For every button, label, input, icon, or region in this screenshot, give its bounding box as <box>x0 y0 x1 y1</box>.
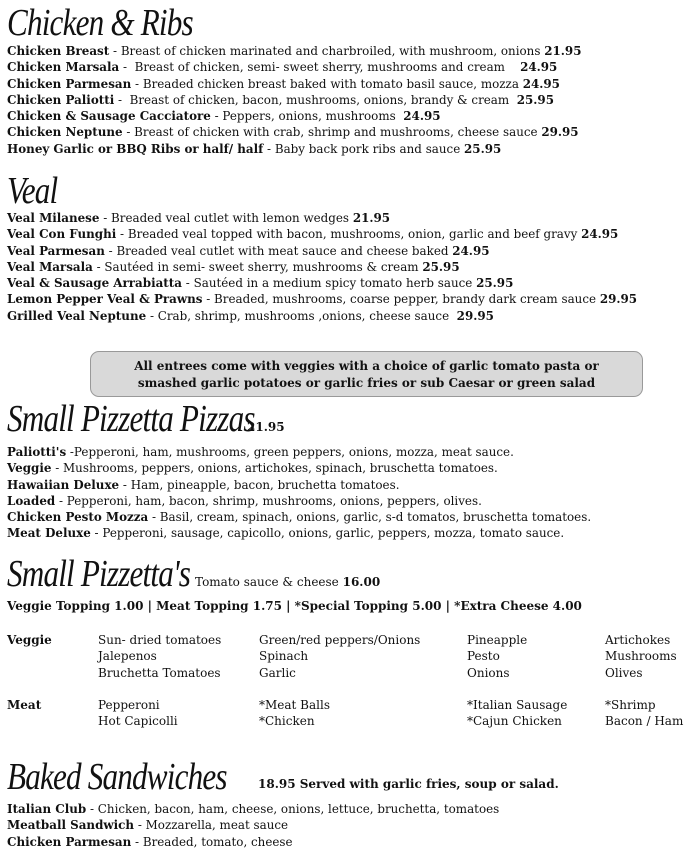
menu-item-name: Veal Marsala <box>7 259 93 274</box>
menu-item <box>7 59 690 75</box>
pizzettas-note-text: Tomato sauce & cheese <box>195 575 343 589</box>
meat-col-3 <box>467 697 567 730</box>
entree-sides-note <box>90 351 643 397</box>
menu-item <box>7 493 690 509</box>
topping-prices: Veggie Topping 1.00 | Meat Topping 1.75 | *Special Topping 5.00 | *Extra Cheese 4.00 <box>7 599 582 613</box>
menu-item-price: 25.95 <box>476 276 514 291</box>
topping-item: *Cajun Chicken <box>467 714 562 729</box>
menu-item-description: - Breaded, mushrooms, coarse pepper, brandy dark cream sauce <box>202 292 600 307</box>
menu-item-price: 29.95 <box>541 125 579 140</box>
section-title-pizzettas: Small Pizzetta's <box>7 553 191 595</box>
topping-item: *Meat Balls <box>259 698 330 712</box>
baked-sandwiches-list <box>7 801 696 850</box>
menu-item <box>7 291 690 307</box>
pizzetta-pizzas-price: 21.95 <box>247 420 285 434</box>
menu-item-name: Chicken & Sausage Cacciatore <box>7 109 211 124</box>
topping-item: Bacon / Ham <box>605 714 684 729</box>
topping-item: Pesto <box>467 649 500 664</box>
menu-item <box>7 509 690 525</box>
menu-item <box>7 801 690 817</box>
menu-item <box>7 43 690 59</box>
topping-item: Olives <box>605 665 643 680</box>
meat-col-1 <box>98 697 178 730</box>
menu-item <box>7 124 690 140</box>
menu-item-description: - Ham, pineapple, bacon, bruchetta tomatoes. <box>119 477 400 492</box>
topping-item: Jalepenos <box>98 649 157 664</box>
menu-item-description: - Breaded veal topped with bacon, mushrooms, onion, garlic and beef gravy <box>116 227 582 242</box>
menu-item-price: 24.95 <box>452 243 490 258</box>
topping-item: *Italian Sausage <box>467 698 568 712</box>
menu-item-name: Lemon Pepper Veal & Prawns <box>7 292 203 307</box>
menu-item-description: - Baby back pork ribs and sauce <box>263 141 465 156</box>
menu-item-name: Veal Milanese <box>7 211 100 225</box>
meat-toppings-grid <box>7 697 41 713</box>
meat-col-4 <box>605 697 683 730</box>
sandwiches-note: 18.95 Served with garlic fries, soup or salad. <box>258 777 559 791</box>
menu-item-description: - Sautéed in a medium spicy tomato herb sauce <box>182 276 477 291</box>
topping-item: Green/red peppers/Onions <box>259 633 421 647</box>
menu-item-name: Chicken Breast <box>7 44 110 58</box>
topping-item: Hot Capicolli <box>98 714 178 729</box>
menu-item-description: - Breaded chicken breast baked with tomato basil sauce, mozza <box>131 76 523 91</box>
entree-note-line-1: All entrees come with veggies with a choice of garlic tomato pasta or <box>134 359 599 373</box>
menu-item-description: - Mushrooms, peppers, onions, artichokes, spinach, bruschetta tomatoes. <box>51 461 498 476</box>
meat-label: Meat <box>7 698 42 712</box>
topping-item: *Chicken <box>259 714 315 729</box>
menu-item-name: Chicken Neptune <box>7 125 123 140</box>
topping-item: Bruchetta Tomatoes <box>98 665 221 680</box>
menu-item <box>7 141 690 157</box>
menu-item-price: 21.95 <box>352 211 391 225</box>
menu-item-description: - Sautéed in semi- sweet sherry, mushrooms & cream <box>92 259 423 274</box>
menu-item <box>7 226 690 242</box>
menu-item-name: Honey Garlic or BBQ Ribs or half/ half <box>7 141 264 156</box>
menu-item-name: Chicken Parmesan <box>7 834 132 849</box>
menu-item <box>7 460 690 476</box>
topping-item: Artichokes <box>605 633 671 647</box>
menu-item <box>7 834 690 850</box>
menu-item-price: 29.95 <box>599 292 638 307</box>
menu-item-description: -Pepperoni, ham, mushrooms, green peppers, onions, mozza, meat sauce. <box>66 445 514 459</box>
menu-item-description: - Pepperoni, sausage, capicollo, onions, garlic, peppers, mozza, tomato sauce. <box>90 526 565 541</box>
pizzettas-price: 16.00 <box>342 575 381 589</box>
menu-item-description: - Crab, shrimp, mushrooms ,onions, cheese sauce <box>146 308 457 323</box>
menu-item <box>7 259 690 275</box>
menu-item-name: Meat Deluxe <box>7 526 91 541</box>
veal-list <box>7 210 696 324</box>
menu-item-description: - Breaded veal cutlet with meat sauce and cheese baked <box>104 243 453 258</box>
section-title-pizzetta-pizzas: Small Pizzetta Pizzas <box>7 398 255 440</box>
menu-item <box>7 525 690 541</box>
menu-item <box>7 275 690 291</box>
meat-col-2 <box>259 697 330 730</box>
menu-item-description: - Breaded veal cutlet with lemon wedges <box>99 211 353 225</box>
pizzettas-base-note <box>195 575 380 589</box>
veggie-toppings-grid <box>7 632 52 648</box>
menu-item-price: 25.95 <box>516 92 554 107</box>
menu-item-name: Veggie <box>7 461 52 476</box>
veggie-col-4 <box>605 632 677 681</box>
menu-item <box>7 92 690 108</box>
veggie-col-3 <box>467 632 527 681</box>
menu-item-price: 21.95 <box>544 44 582 58</box>
menu-item <box>7 108 690 124</box>
menu-item-name: Chicken Paliotti <box>7 92 115 107</box>
topping-item: Garlic <box>259 665 296 680</box>
menu-item-description: - Chicken, bacon, ham, cheese, onions, lettuce, bruchetta, tomatoes <box>86 802 500 816</box>
chicken-ribs-list <box>7 43 696 157</box>
section-title-baked-sandwiches: Baked Sandwiches <box>7 756 227 798</box>
menu-item-description: - Breaded, tomato, cheese <box>131 834 293 849</box>
topping-item: *Shrimp <box>605 698 656 712</box>
menu-item-description: - Basil, cream, spinach, onions, garlic, s-d tomatos, bruschetta tomatoes. <box>148 510 592 525</box>
menu-item-price: 25.95 <box>464 141 502 156</box>
menu-item <box>7 76 690 92</box>
section-title-veal: Veal <box>7 170 58 212</box>
menu-item-description: - Breast of chicken marinated and charbroiled, with mushroom, onions <box>109 44 545 58</box>
section-title-chicken-ribs: Chicken & Ribs <box>7 2 193 44</box>
menu-item <box>7 210 690 226</box>
entree-note-line-2: smashed garlic potatoes or garlic fries or sub Caesar or green salad <box>137 376 596 390</box>
topping-item: Spinach <box>259 649 309 664</box>
menu-item-description: - Breast of chicken, semi- sweet sherry, mushrooms and cream <box>119 60 521 75</box>
topping-item: Sun- dried tomatoes <box>98 633 222 647</box>
topping-item: Onions <box>467 665 510 680</box>
menu-item-name: Grilled Veal Neptune <box>7 308 147 323</box>
menu-item-name: Chicken Parmesan <box>7 76 132 91</box>
menu-item-name: Paliotti's <box>7 445 67 459</box>
menu-item-description: - Breast of chicken with crab, shrimp and mushrooms, cheese sauce <box>122 125 542 140</box>
topping-item: Mushrooms <box>605 649 677 664</box>
menu-item <box>7 477 690 493</box>
menu-item-price: 24.95 <box>403 109 441 124</box>
veggie-col-1 <box>98 632 221 681</box>
menu-item-description: - Pepperoni, ham, bacon, shrimp, mushrooms, onions, peppers, olives. <box>55 493 482 508</box>
menu-item-name: Chicken Pesto Mozza <box>7 510 149 525</box>
menu-item <box>7 243 690 259</box>
menu-item-name: Veal Parmesan <box>7 243 105 258</box>
menu-item-name: Loaded <box>7 493 56 508</box>
topping-item: Pepperoni <box>98 698 160 712</box>
menu-item-price: 24.95 <box>581 227 619 242</box>
menu-item-description: - Peppers, onions, mushrooms <box>210 109 404 124</box>
pizzetta-pizzas-list <box>7 444 696 542</box>
menu-item-price: 24.95 <box>522 76 560 91</box>
menu-item-name: Meatball Sandwich <box>7 818 135 833</box>
menu-item <box>7 444 690 460</box>
menu-item-name: Veal Con Funghi <box>7 227 117 242</box>
menu-item-price: 24.95 <box>520 60 558 75</box>
topping-item: Pineapple <box>467 633 528 647</box>
menu-item-description: - Mozzarella, meat sauce <box>134 818 289 833</box>
menu-item-name: Hawaiian Deluxe <box>7 477 120 492</box>
menu-item-price: 25.95 <box>422 259 460 274</box>
menu-item-price: 29.95 <box>456 308 494 323</box>
menu-item-name: Veal & Sausage Arrabiatta <box>7 276 183 291</box>
menu-item-description: - Breast of chicken, bacon, mushrooms, onions, brandy & cream <box>114 92 517 107</box>
veggie-label: Veggie <box>7 633 52 647</box>
menu-item <box>7 308 690 324</box>
menu-item-name: Chicken Marsala <box>7 60 120 75</box>
veggie-col-2 <box>259 632 420 681</box>
menu-item <box>7 817 690 833</box>
menu-item-name: Italian Club <box>7 802 87 816</box>
